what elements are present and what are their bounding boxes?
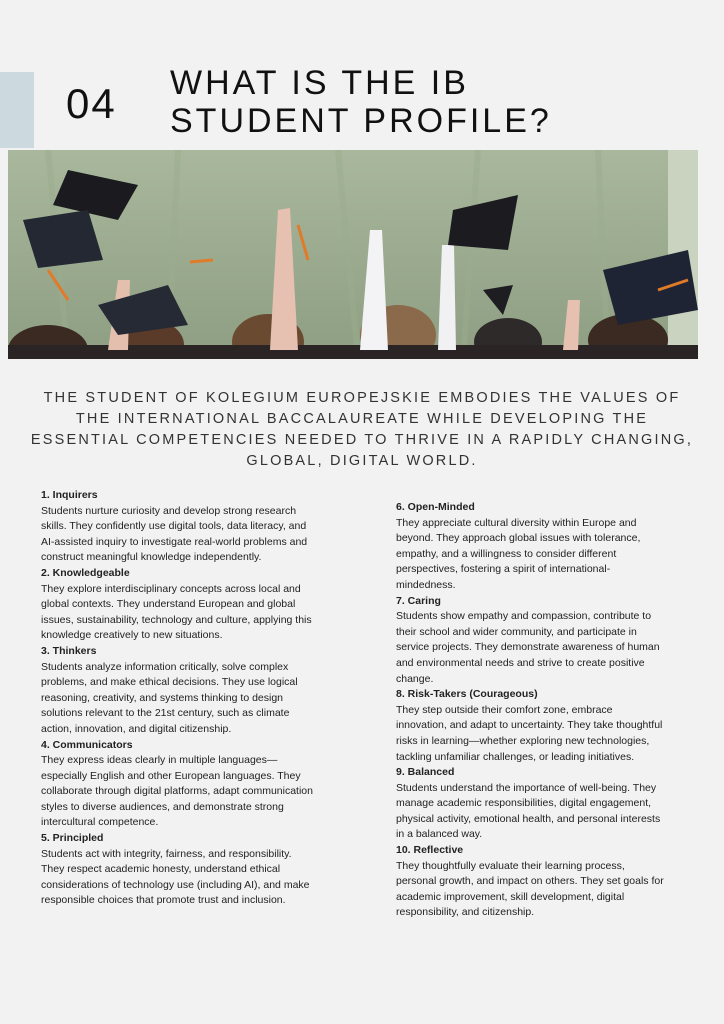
trait-item: [396, 687, 666, 765]
title-line-1: WHAT IS THE IB: [170, 64, 469, 102]
intro-statement: THE STUDENT OF KOLEGIUM EUROPEJSKIE EMBODIES THE VALUES OF THE INTERNATIONAL BACCALAUREATE WHILE DEVELOPING THE ESSENTIAL COMPETENCIES NEEDED TO THRIVE IN A RAPIDLY CHANGING, GLOBAL, DIGITAL WORLD.: [30, 390, 694, 469]
traits-column-left: [41, 488, 316, 909]
trait-text: They thoughtfully evaluate their learning process, personal growth, and impact on others. They set goals for academic improvement, skill development, digital responsibility, and citizenship.: [396, 859, 664, 919]
trait-title: 5. Principled: [41, 832, 104, 845]
trait-text: Students analyze information critically, solve complex problems, and make ethical decisions. They use logical reasoning, creativity, and systems thinking to design solutions relevant to the 21st century, such as climate action, innovation, and digital citizenship.: [41, 660, 298, 735]
trait-item: [396, 843, 666, 921]
trait-item: [41, 644, 316, 738]
trait-title: 4. Communicators: [41, 738, 133, 751]
trait-text: They express ideas clearly in multiple languages—especially English and other European languages. They collaborate through digital platforms, adapt communication styles to diverse audiences, and demonstrate strong intercultural competence.: [41, 754, 313, 829]
accent-block: [0, 72, 34, 148]
trait-title: 9. Balanced: [396, 766, 455, 779]
trait-title: 10. Reflective: [396, 844, 464, 857]
traits-column-right: [396, 500, 666, 921]
title-line-2: STUDENT PROFILE?: [170, 102, 552, 140]
page-title: [170, 64, 690, 140]
trait-text: Students act with integrity, fairness, and responsibility. They respect academic honesty, understand ethical considerations of technology use (including AI), and make responsible choices that promote trust and inclusion.: [41, 847, 310, 907]
trait-title: 1. Inquirers: [41, 489, 98, 501]
trait-title: 6. Open-Minded: [396, 501, 475, 513]
trait-text: Students understand the importance of well-being. They manage academic responsibilities, digital engagement, physical activity, emotional health, and personal interests in a balanced way.: [396, 781, 661, 841]
trait-title: 7. Caring: [396, 594, 441, 607]
trait-text: They explore interdisciplinary concepts across local and global contexts. They understand European and global issues, sustainability, technology and culture, applying this knowledge creatively to new situations.: [41, 582, 312, 642]
trait-text: Students nurture curiosity and develop strong research skills. They confidently use digital tools, data literacy, and AI-assisted inquiry to investigate real-world problems and construct meaningful knowledge independently.: [41, 504, 308, 564]
graduation-photo: [8, 150, 698, 359]
trait-text: Students show empathy and compassion, contribute to their school and wider community, and participate in service projects. They demonstrate awareness of human and environmental needs and strive to create positive change.: [396, 610, 660, 685]
trait-item: [396, 594, 666, 688]
trait-item: [41, 566, 316, 644]
trait-item: [41, 488, 316, 566]
trait-text: They appreciate cultural diversity within Europe and beyond. They approach global issues with tolerance, empathy, and a willingness to consider different perspectives, fostering a spirit of international-mindedness.: [396, 516, 641, 591]
trait-text: They step outside their comfort zone, embrace innovation, and adapt to uncertainty. They take thoughtful risks in learning—whether exploring new technologies, tackling unfamiliar challenges, or leading initiatives.: [396, 703, 663, 763]
trait-item: [41, 831, 316, 909]
trait-item: [41, 738, 316, 832]
trait-title: 8. Risk-Takers (Courageous): [396, 688, 538, 701]
section-number: 04: [66, 80, 117, 127]
trait-title: 3. Thinkers: [41, 644, 97, 657]
trait-item: [396, 500, 666, 594]
trait-title: 2. Knowledgeable: [41, 566, 130, 579]
trait-item: [396, 765, 666, 843]
